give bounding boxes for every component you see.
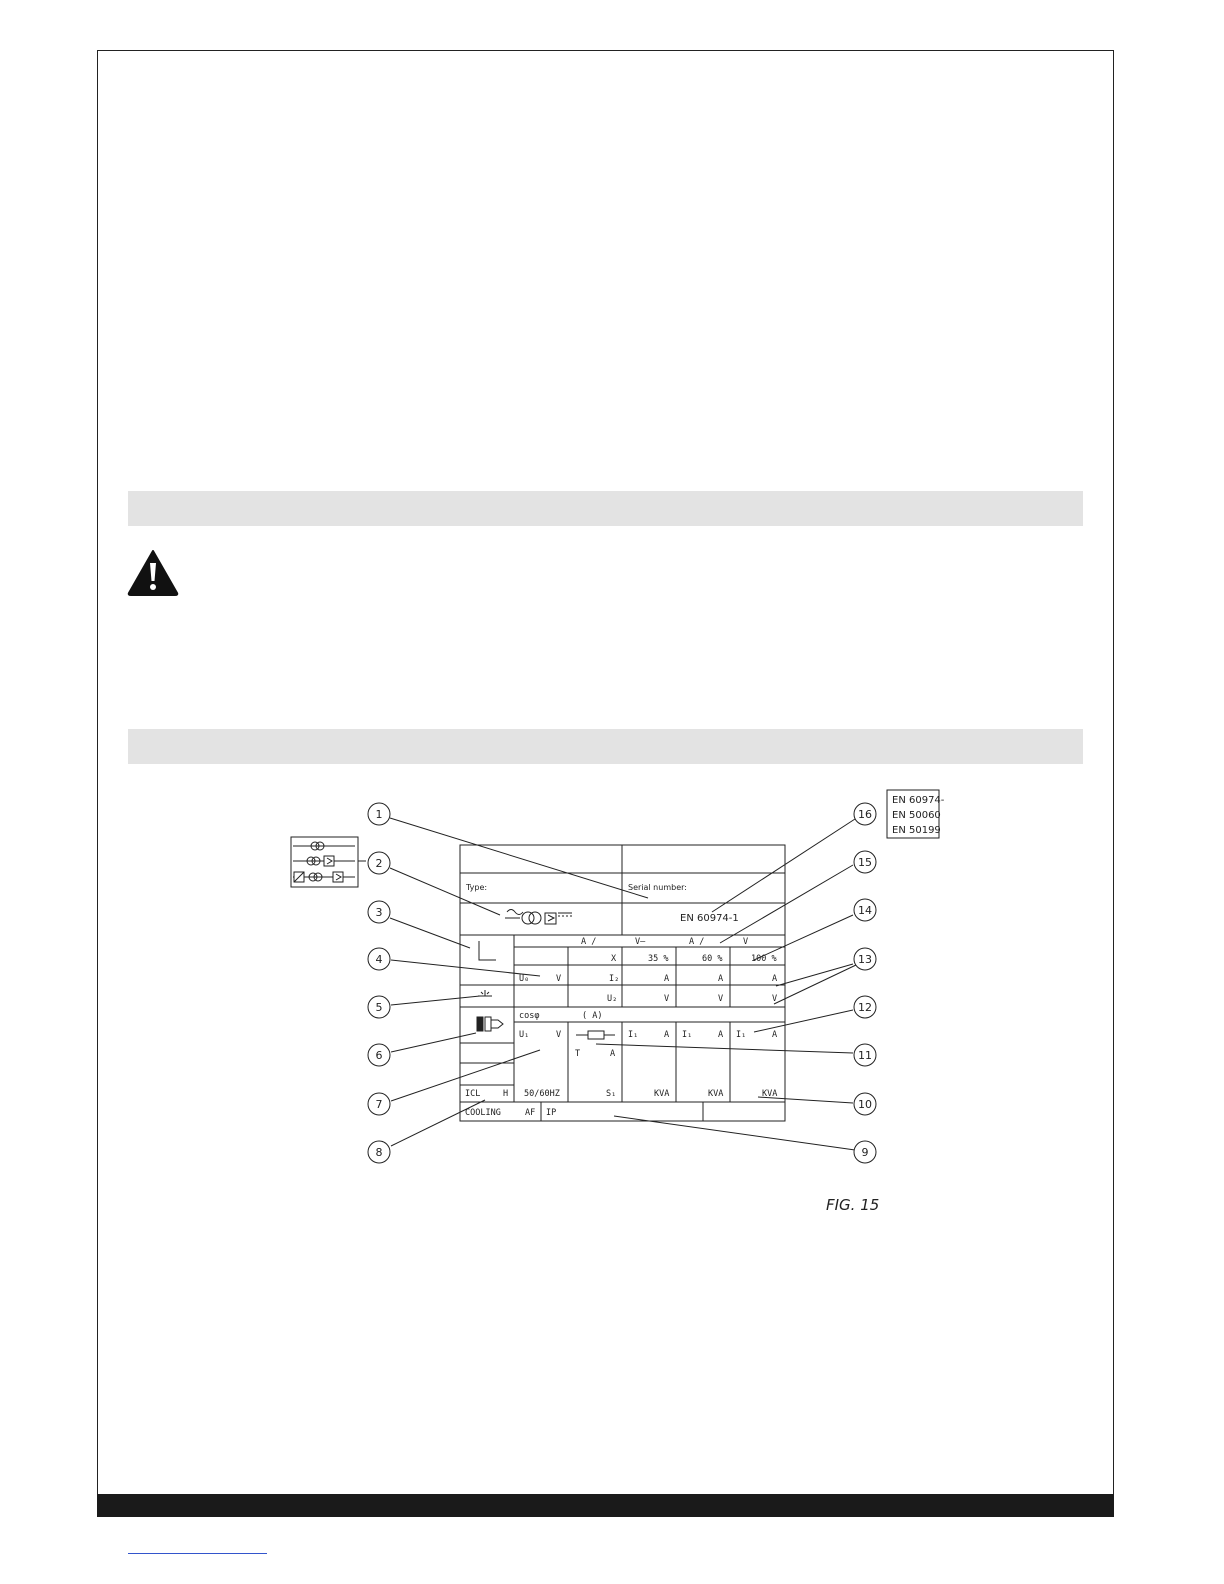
fuse-type-label: T [575, 1049, 581, 1059]
duty-cycle-value: 100 % [751, 954, 777, 964]
kva-unit: KVA [654, 1089, 670, 1099]
callout-number: 7 [375, 1098, 383, 1111]
amp-unit: A [718, 1030, 724, 1040]
amp-unit: A [772, 1030, 778, 1040]
range-label: A / [581, 937, 597, 947]
u0-unit: V [556, 974, 562, 984]
s1-label: S₁ [606, 1089, 617, 1099]
callout-number: 11 [858, 1049, 872, 1062]
i1-label: I₁ [682, 1030, 693, 1040]
callout-number: 4 [375, 953, 383, 966]
converter-symbols-box [291, 837, 366, 887]
amp-unit: A [772, 974, 778, 984]
footer-bar [97, 1494, 1114, 1517]
figure-caption: FIG. 15 [826, 1196, 880, 1214]
fuse-amp-unit: A [610, 1049, 616, 1059]
duty-cycle-value: 35 % [648, 954, 669, 964]
u1-unit: V [556, 1030, 562, 1040]
callout-number: 2 [375, 857, 383, 870]
standards-box [887, 790, 945, 838]
amp-unit: A [664, 1030, 670, 1040]
callout-number: 13 [858, 953, 872, 966]
i1-label: I₁ [736, 1030, 747, 1040]
standard-label: EN 60974- [892, 795, 945, 806]
rating-plate [460, 845, 785, 1121]
serial-number-label: Serial number: [628, 883, 687, 892]
volt-unit: V [772, 994, 778, 1004]
i1-label: I₁ [628, 1030, 639, 1040]
type-label: Type: [466, 883, 488, 892]
amp-unit: A [664, 974, 670, 984]
amp-unit: A [718, 974, 724, 984]
callout-number: 10 [858, 1098, 872, 1111]
callout-numbers [376, 808, 873, 1159]
callout-number: 3 [375, 906, 383, 919]
u2-label: U₂ [607, 994, 618, 1004]
u1-label: U₁ [519, 1030, 530, 1040]
standard-label: EN 50199 [892, 825, 941, 836]
callout-number: 1 [375, 808, 383, 821]
icl-label: ICL [465, 1089, 481, 1099]
callout-number: 15 [858, 856, 872, 869]
duty-cycle-value: 60 % [702, 954, 723, 964]
ip-label: IP [546, 1108, 557, 1118]
cosphi-label: cosφ [519, 1011, 540, 1021]
callout-number: 9 [861, 1146, 869, 1159]
kva-unit: KVA [708, 1089, 724, 1099]
cooling-value: AF [525, 1108, 536, 1118]
standard-label: EN 50060 [892, 810, 941, 821]
i2-label: I₂ [609, 974, 620, 984]
range-label: V [743, 937, 749, 947]
cosphi-unit: ( A) [582, 1011, 603, 1021]
volt-unit: V [718, 994, 724, 1004]
callout-number: 5 [375, 1001, 383, 1014]
footer-link-underline[interactable] [128, 1553, 267, 1554]
kva-unit: KVA [762, 1089, 778, 1099]
cooling-label: COOLING [465, 1108, 501, 1118]
callout-number: 16 [858, 808, 872, 821]
volt-unit: V [664, 994, 670, 1004]
range-label: A / [689, 937, 705, 947]
standard-number: EN 60974-1 [680, 913, 739, 924]
u0-label: U₀ [519, 974, 530, 984]
icl-unit: H [503, 1089, 509, 1099]
callout-number: 12 [858, 1001, 872, 1014]
frequency-label: 50/60HZ [524, 1089, 560, 1099]
duty-cycle-x-label: X [611, 954, 617, 964]
callout-number: 14 [858, 904, 872, 917]
range-label: V— [635, 937, 646, 947]
callout-number: 8 [375, 1146, 383, 1159]
callout-number: 6 [375, 1049, 383, 1062]
